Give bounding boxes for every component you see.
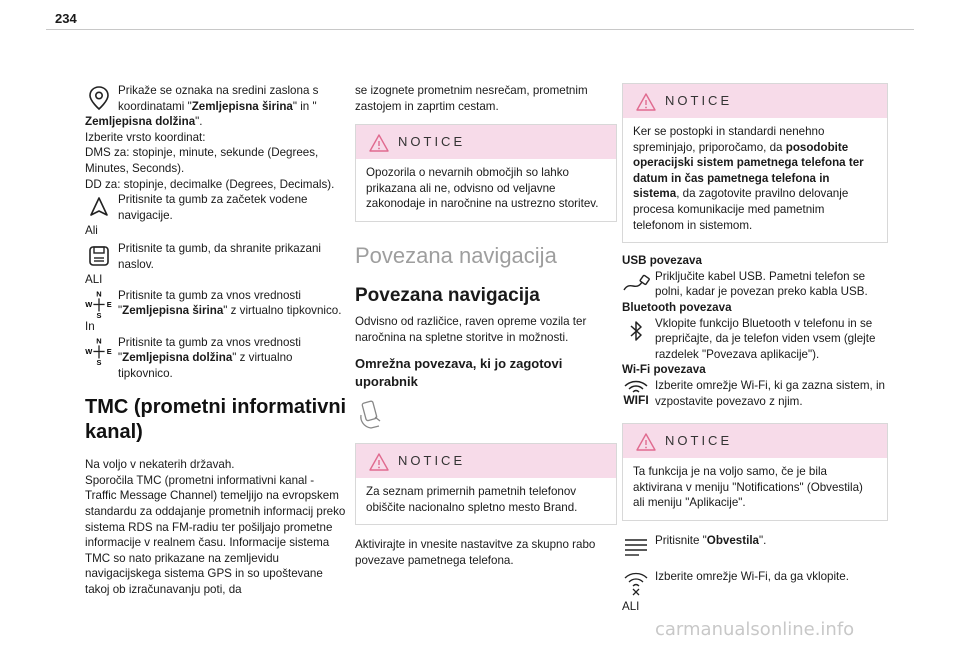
sub-title: Povezana navigacija [355,284,540,306]
column-3 [622,83,888,614]
pin-mid: " in " [292,99,317,113]
nav-paragraph [85,192,347,223]
lat-post: " z virtualno tipkovnico. [223,304,342,318]
bt-heading: Bluetooth povezava [622,300,732,314]
latitude-paragraph [85,288,347,319]
warning-triangle-icon [635,432,657,457]
notice-label: NOTICE [398,134,466,150]
wifi-icon [622,378,650,408]
notice-body: Za seznam primernih pametnih telefonov obiščite nacionalno spletno mesto Brand. [366,485,578,514]
usb-text: Priključite kabel USB. Pametni telefon se polni, kadar je povezan preko kabla USB. [655,269,868,299]
notice-label: NOTICE [665,93,733,108]
page-number: 234 [55,11,77,26]
wifi-heading: Wi-Fi povezava [622,363,706,377]
column-1 [85,83,347,598]
notice-post: , da zagotovite pravilno delovanje procesa komunikacije med pametnim telefonom in sistemom. [633,187,849,232]
lon-bold: Zemljepisna dolžina [122,351,233,365]
press-post: ". [759,533,767,547]
map-pin-icon [85,83,113,113]
notice-label: NOTICE [398,453,466,469]
column-2 [355,83,617,569]
svg-text:S: S [96,310,102,320]
watermark: carmanualsonline.info [655,619,855,640]
notice-box-notifications [622,423,888,521]
dms-text: DMS za: stopinje, minute, sekunde (Degrees, Minutes, Seconds). [85,146,319,175]
phone-hand-icon [355,399,617,433]
usb-cable-icon [622,269,650,299]
compass-icon [85,335,113,367]
activate-text: Aktivirajte in vnesite nastavitve za skupno rabo povezave pametnega telefona. [355,538,596,567]
notice-body: Ta funkcija je na voljo samo, če je bila aktivirana v meniju "Notifications" (Obvestila) ali meniju "Aplikacije". [633,465,863,510]
tmc-description: Sporočila TMC (prometni informativni kanal - Traffic Message Channel) temeljijo na evropskem standardu za oddajanje prometnih informacij preko sistema RDS na FM-radiu ter pošiljajo prometne informacije v realnem času. Informacije sistema TMC so nato prikazane na zemljevidu navigacijskega sistema GPS in so upoštevane takoj ob izračunavanju poti, da [85,473,346,597]
notice-bold: posodobite operacijski sistem pametnega telefona ter datum in čas pametnega telefona in sistema [633,140,864,201]
notice-box-update [622,83,888,243]
notice-header [356,444,616,478]
wifi-text: Izberite omrežje Wi-Fi, ki ga zazna sistem, in vzpostavite povezavo z njim. [655,378,886,408]
pin-tail [85,114,347,130]
save-text: Pritisnite ta gumb, da shranite prikazani naslov. [118,241,321,271]
warning-triangle-icon [635,92,657,117]
intro-text: Odvisno od različice, raven opreme vozila ter naročnina na spletne storitve in možnosti. [355,314,587,344]
notice-header [623,424,887,458]
menu-list-icon [622,533,650,563]
longitude-paragraph [85,335,347,382]
lat-bold: Zemljepisna širina [122,304,224,318]
wifi-select-paragraph [622,569,888,599]
notice-header [356,125,616,159]
usb-heading: USB povezava [622,254,702,268]
svg-text:W: W [85,299,93,309]
ali-2: ALI [85,273,103,287]
notice-header [623,84,887,118]
press-notifications [622,533,888,563]
svg-text:W: W [85,346,93,356]
pin-paragraph [85,83,347,114]
tmc-heading: TMC (prometni informativni kanal) [85,396,347,444]
wifi-off-icon [622,569,650,599]
section-title: Povezana navigacija [355,242,557,268]
header-rule [46,29,914,30]
warning-triangle-icon [368,452,390,477]
in-word: In [85,319,95,333]
wifi-select-text: Izberite omrežje Wi-Fi, da ga vklopite. [655,569,849,583]
usb-paragraph [622,269,888,300]
svg-text:N: N [96,336,102,346]
press-bold: Obvestila [706,533,759,547]
svg-text:E: E [106,346,112,356]
lon-post: " z virtualno tipkovnico. [118,351,293,380]
bt-paragraph [622,316,888,363]
network-heading: Omrežna povezava, ki jo zagotovi uporabnik [355,356,563,390]
notice-label: NOTICE [665,433,733,449]
navigation-arrow-icon [85,192,113,222]
svg-text:N: N [96,289,102,299]
pin-end: ". [195,115,203,129]
pin-bold-lon: Zemljepisna dolžina [85,115,196,129]
notice-body: Opozorila o nevarnih območjih so lahko prikazana ali ne, odvisno od veljavne zakonodaje in naročnine na ustrezno storitev. [366,166,599,211]
coord-intro: Izberite vrsto koordinat: [85,130,206,144]
svg-text:E: E [106,299,112,309]
notice-box-hazard [355,124,617,222]
pin-bold-lat: Zemljepisna širina [191,99,293,113]
bluetooth-icon [622,316,650,346]
press-pre: Pritisnite " [655,533,707,547]
compass-icon [85,288,113,320]
notice-box-phones [355,443,617,525]
wifi-paragraph [622,378,888,409]
bt-text: Vklopite funkcijo Bluetooth v telefonu in se prepričajte, da je telefon viden vsem (glejte razdelek "Povezava aplikacije"). [655,316,876,361]
ali-1: Ali [85,224,98,238]
tmc-available: Na voljo v nekaterih državah. [85,458,235,472]
notice-pre: Ker se postopki in standardi nenehno spreminjajo, priporočamo, da [633,125,825,154]
wifi-label: WIFI [623,392,649,407]
pin-text: Prikaže se oznaka na sredini zaslona s koordinatami " [118,84,319,113]
save-icon [85,241,113,271]
nav-text: Pritisnite ta gumb za začetek vodene navigacije. [118,193,308,222]
svg-text:S: S [96,357,102,367]
notice-body [623,118,887,242]
dd-text: DD za: stopinje, decimalke (Degrees, Decimals). [85,177,335,191]
lat-pre: Pritisnite ta gumb za vnos vrednosti " [118,288,302,318]
warning-triangle-icon [368,133,390,158]
save-paragraph [85,241,347,272]
ali-3: ALI [622,599,640,613]
tmc-continuation: se izognete prometnim nesrečam, prometnim zastojem in zaprtim cestam. [355,84,588,113]
lon-pre: Pritisnite ta gumb za vnos vrednosti " [118,335,302,365]
